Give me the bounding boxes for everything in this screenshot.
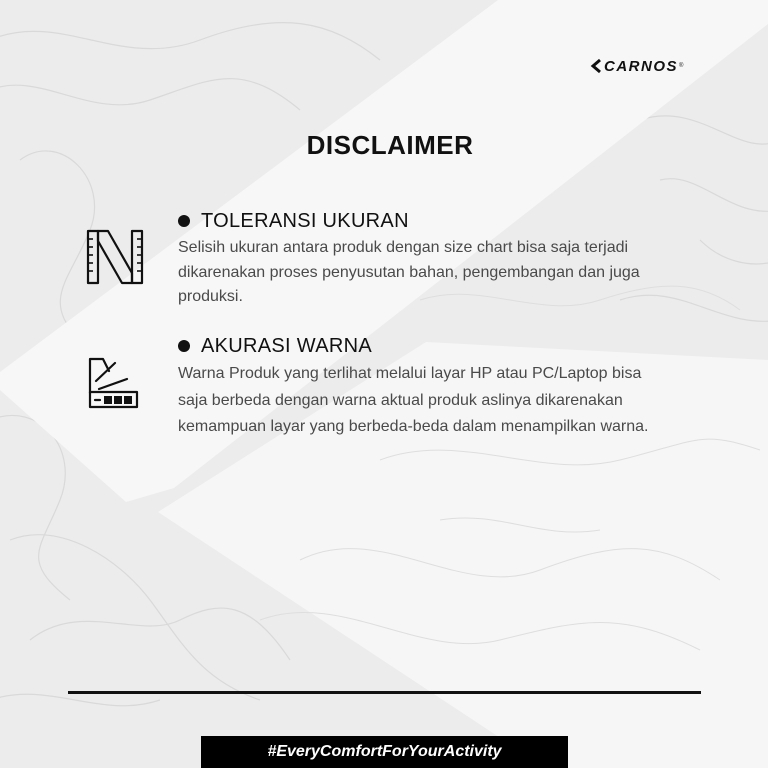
section-title: AKURASI WARNA — [201, 334, 372, 357]
bullet-dot — [178, 340, 190, 352]
section-title: TOLERANSI UKURAN — [201, 209, 409, 232]
section-color-accuracy — [178, 333, 718, 441]
footer-divider — [68, 691, 701, 694]
bullet-dot — [178, 215, 190, 227]
brand-logo — [588, 55, 683, 77]
section-body — [178, 361, 718, 441]
section-size-tolerance — [178, 208, 718, 310]
ruler-icon — [86, 229, 144, 285]
hashtag-banner: #EveryComfortForYourActivity — [201, 736, 568, 768]
brand-name: CARNOS — [604, 57, 679, 75]
color-swatch-icon — [87, 357, 139, 410]
section-body — [178, 236, 718, 310]
body-line: dikarenakan proses penyusutan bahan, pengembangan dan juga — [178, 263, 640, 281]
body-line: kemampuan layar yang berbeda-beda dalam menampilkan warna. — [178, 418, 649, 435]
body-line: Selisih ukuran antara produk dengan size chart bisa saja terjadi — [178, 239, 629, 256]
chevron-left-icon — [588, 58, 604, 74]
page-title: DISCLAIMER — [306, 130, 474, 160]
body-line: produksi. — [178, 288, 243, 305]
body-line: saja berbeda dengan warna aktual produk aslinya dikarenakan — [178, 391, 623, 409]
registered-mark: ® — [679, 63, 684, 69]
body-line: Warna Produk yang terlihat melalui layar HP atau PC/Laptop bisa — [178, 365, 642, 382]
